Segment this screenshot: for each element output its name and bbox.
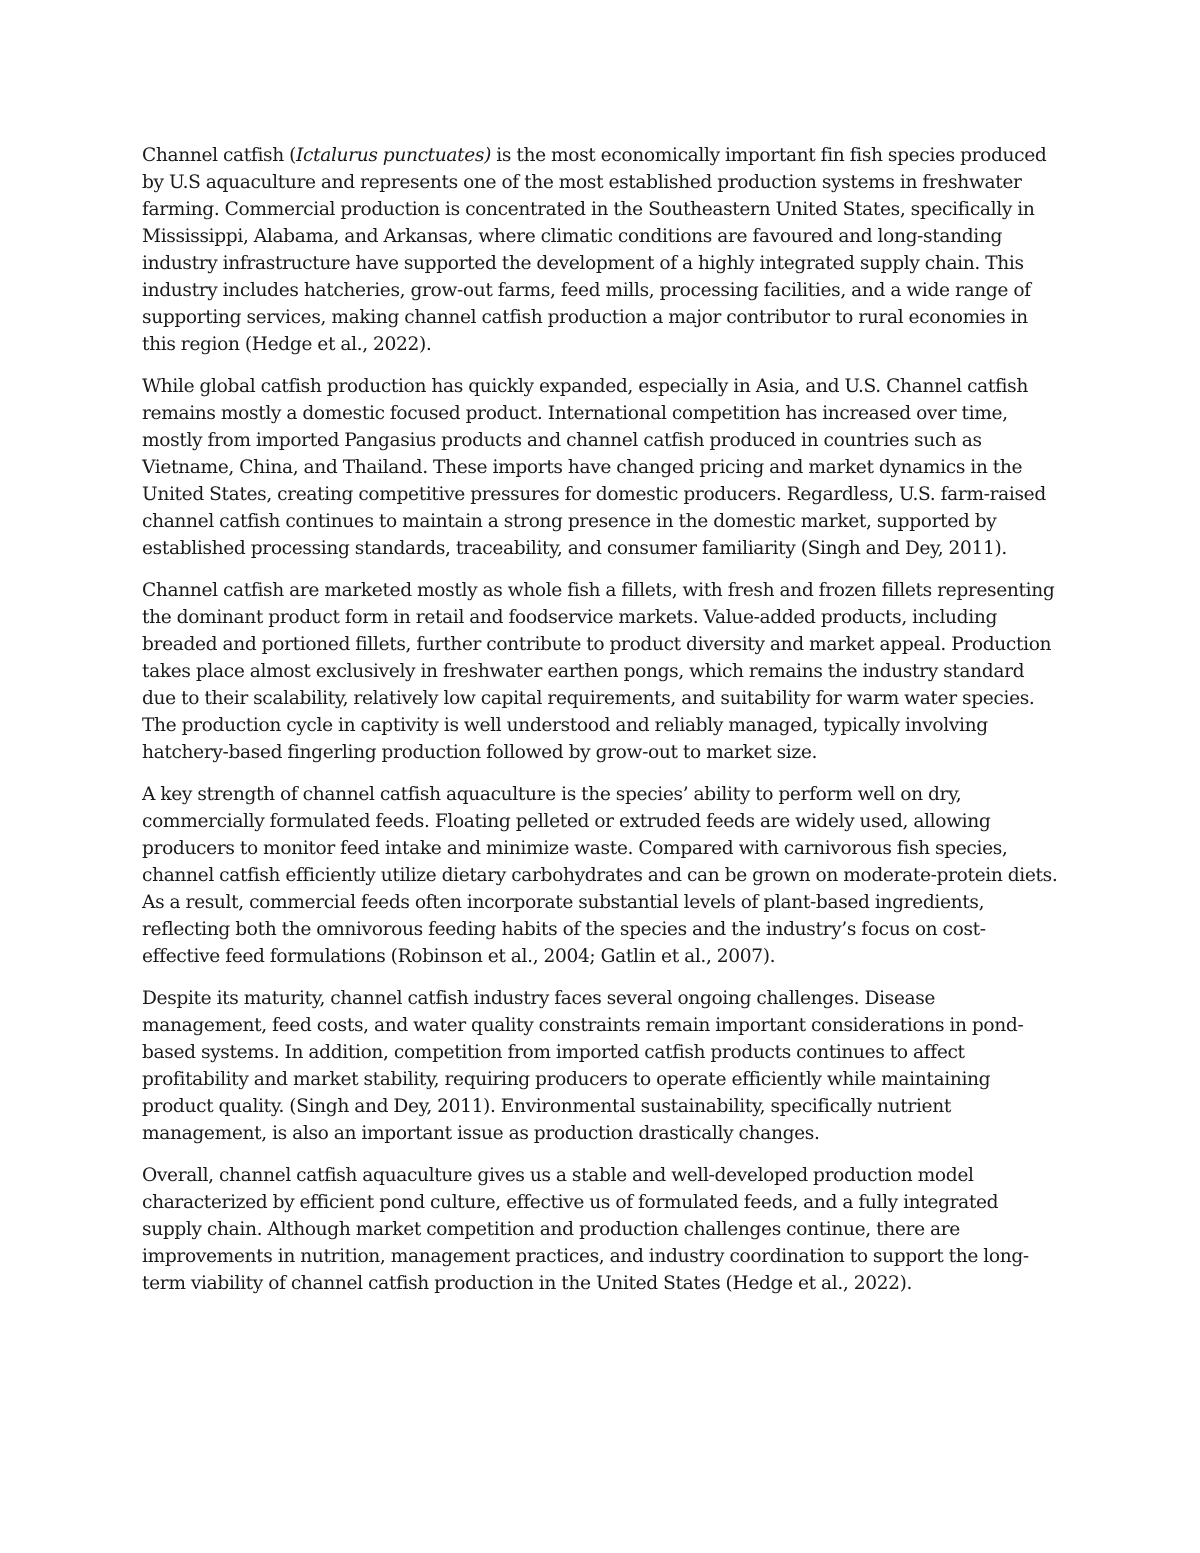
paragraph-3: Channel catfish are marketed mostly as whole fish a fillets, with fresh and frozen fillets representing the dominant product form in retail and foodservice markets. Value-added products, including breaded and portioned fillets, further contribute to product diversity and market appeal. Production takes place almost exclusively in freshwater earthen pongs, which remains the industry standard due to their scalability, relatively low capital requirements, and suitability for warm water species. The production cycle in captivity is well understood and reliably managed, typically involving hatchery-based fingerling production followed by grow-out to market size. [142,580,1055,763]
paragraph-1-body: is the most economically important fin fish species produced by U.S aquaculture and represents one of the most established production systems in freshwater farming. Commercial production is concentrated in the Southeastern United States, specifically in Mississippi, Alabama, and Arkansas, where climatic conditions are favoured and long-standing industry infrastructure have supported the development of a highly integrated supply chain. This industry includes hatcheries, grow-out farms, feed mills, processing facilities, and a wide range of supporting services, making channel catfish production a major contributor to rural economies in this region (Hedge et al., 2022). [142,145,1047,355]
document-body [142,142,1060,1312]
species-name-italic: Ictalurus punctuates) [296,145,492,166]
paragraph-2: While global catfish production has quickly expanded, especially in Asia, and U.S. Channel catfish remains mostly a domestic focused product. International competition has increased over time, mostly from imported Pangasius products and channel catfish produced in countries such as Vietname, China, and Thailand. These imports have changed pricing and market dynamics in the United States, creating competitive pressures for domestic producers. Regardless, U.S. farm-raised channel catfish continues to maintain a strong presence in the domestic market, supported by established processing standards, traceability, and consumer familiarity (Singh and Dey, 2011). [142,376,1046,559]
paragraph-6: Overall, channel catfish aquaculture gives us a stable and well-developed production model characterized by efficient pond culture, effective us of formulated feeds, and a fully integrated supply chain. Although market competition and production challenges continue, there are improvements in nutrition, management practices, and industry coordination to support the long-term viability of channel catfish production in the United States (Hedge et al., 2022). [142,1165,1029,1294]
paragraph-1 [142,142,1060,358]
paragraph-4: A key strength of channel catfish aquaculture is the species’ ability to perform well on dry, commercially formulated feeds. Floating pelleted or extruded feeds are widely used, allowing producers to monitor feed intake and minimize waste. Compared with carnivorous fish species, channel catfish efficiently utilize dietary carbohydrates and can be grown on moderate-protein diets. As a result, commercial feeds often incorporate substantial levels of plant-based ingredients, reflecting both the omnivorous feeding habits of the species and the industry’s focus on cost-effective feed formulations (Robinson et al., 2004; Gatlin et al., 2007). [142,784,1058,967]
paragraph-5: Despite its maturity, channel catfish industry faces several ongoing challenges. Disease management, feed costs, and water quality constraints remain important considerations in pond-based systems. In addition, competition from imported catfish products continues to affect profitability and market stability, requiring producers to operate efficiently while maintaining product quality. (Singh and Dey, 2011). Environmental sustainability, specifically nutrient management, is also an important issue as production drastically changes. [142,988,1024,1144]
paragraph-1-intro: Channel catfish ( [142,145,297,166]
